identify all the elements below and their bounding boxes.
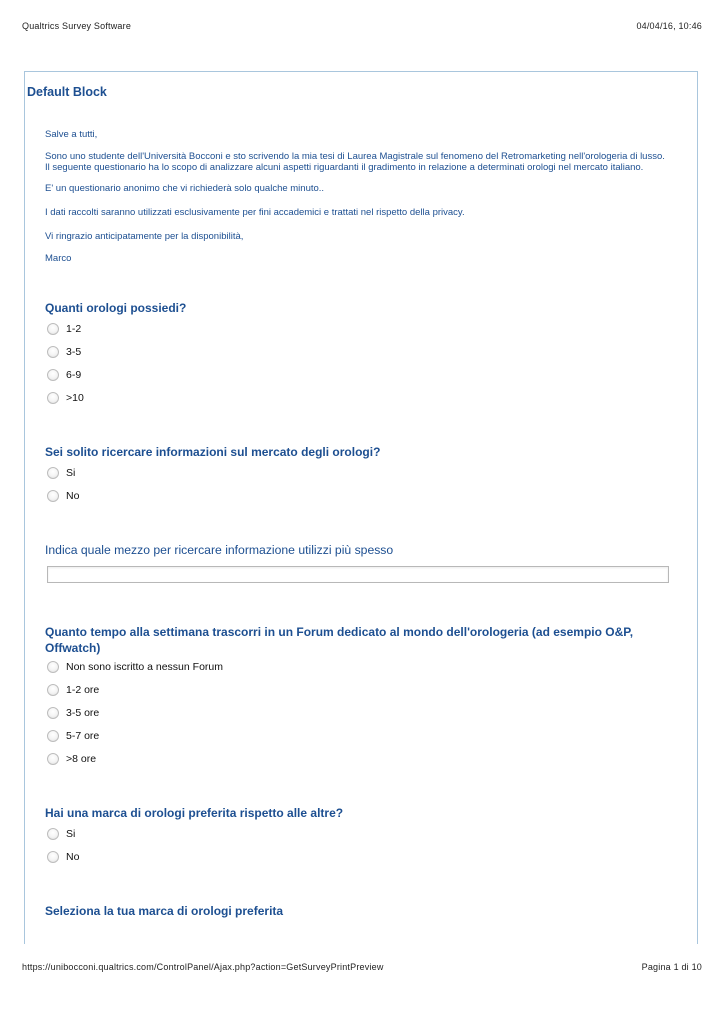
radio-button-icon[interactable]	[47, 851, 59, 863]
text-entry-field[interactable]	[47, 566, 669, 583]
question-title: Indica quale mezzo per ricercare informazione utilizzi più spesso	[45, 543, 394, 557]
question-title: Seleziona la tua marca di orologi preferita	[45, 904, 284, 918]
question-title: Sei solito ricercare informazioni sul mercato degli orologi?	[45, 445, 381, 459]
radio-choice[interactable]	[47, 751, 96, 767]
choice-label: >10	[66, 392, 84, 404]
choice-label: 3-5 ore	[66, 707, 100, 719]
choice-label: Si	[66, 828, 76, 840]
choice-label: 5-7 ore	[66, 730, 100, 742]
intro-line-2: Il seguente questionario ha lo scopo di analizzare alcuni aspetti riguardanti il gradimento in relazione a determinati orologi nel mercato italiano.	[45, 162, 644, 173]
choice-label: No	[66, 851, 80, 863]
radio-button-icon[interactable]	[47, 684, 59, 696]
radio-choice[interactable]	[47, 488, 79, 504]
intro-anonymous: E' un questionario anonimo che vi richiederà solo qualche minuto..	[45, 183, 325, 194]
question-title: Quanti orologi possiedi?	[45, 301, 187, 315]
block-title: Default Block	[27, 85, 107, 99]
choice-label: No	[66, 490, 80, 502]
radio-choice[interactable]	[47, 367, 81, 383]
radio-button-icon[interactable]	[47, 323, 59, 335]
print-datetime: 04/04/16, 10:46	[636, 21, 702, 31]
radio-choice[interactable]	[47, 728, 99, 744]
radio-button-icon[interactable]	[47, 467, 59, 479]
question-title: Hai una marca di orologi preferita rispetto alle altre?	[45, 806, 344, 820]
question-title: Quanto tempo alla settimana trascorri in un Forum dedicato al mondo dell'orologeria (ad esempio O&P, Offwatch)	[45, 625, 634, 655]
radio-button-icon[interactable]	[47, 661, 59, 673]
radio-button-icon[interactable]	[47, 828, 59, 840]
radio-choice[interactable]	[47, 659, 223, 675]
page-url: https://unibocconi.qualtrics.com/ControlPanel/Ajax.php?action=GetSurveyPrintPreview	[22, 962, 384, 972]
radio-button-icon[interactable]	[47, 707, 59, 719]
radio-choice[interactable]	[47, 849, 79, 865]
radio-button-icon[interactable]	[47, 753, 59, 765]
radio-choice[interactable]	[47, 826, 75, 842]
intro-signature: Marco	[45, 253, 72, 264]
intro-line-1: Sono uno studente dell'Università Bocconi e sto scrivendo la mia tesi di Laurea Magistrale sul fenomeno del Retromarketing nell'orologeria di lusso.	[45, 151, 665, 162]
print-header	[22, 21, 702, 31]
intro-privacy: I dati raccolti saranno utilizzati esclusivamente per fini accademici e trattati nel rispetto della privacy.	[45, 207, 465, 218]
print-footer	[22, 962, 702, 972]
choice-label: 1-2	[66, 323, 82, 335]
radio-choice[interactable]	[47, 390, 84, 406]
intro-greeting: Salve a tutti,	[45, 129, 98, 140]
choice-label: 6-9	[66, 369, 82, 381]
app-title: Qualtrics Survey Software	[22, 21, 132, 31]
choice-label: 3-5	[66, 346, 82, 358]
radio-button-icon[interactable]	[47, 730, 59, 742]
choice-label: Si	[66, 467, 76, 479]
radio-choice[interactable]	[47, 321, 81, 337]
choice-label: Non sono iscritto a nessun Forum	[66, 661, 223, 673]
radio-choice[interactable]	[47, 465, 75, 481]
page-number: Pagina 1 di 10	[641, 962, 702, 972]
radio-button-icon[interactable]	[47, 346, 59, 358]
choice-label: 1-2 ore	[66, 684, 100, 696]
radio-button-icon[interactable]	[47, 490, 59, 502]
radio-button-icon[interactable]	[47, 369, 59, 381]
intro-thanks: Vi ringrazio anticipatamente per la disponibilità,	[45, 231, 244, 242]
radio-choice[interactable]	[47, 705, 99, 721]
radio-choice[interactable]	[47, 344, 81, 360]
radio-button-icon[interactable]	[47, 392, 59, 404]
choice-label: >8 ore	[66, 753, 97, 765]
radio-choice[interactable]	[47, 682, 99, 698]
